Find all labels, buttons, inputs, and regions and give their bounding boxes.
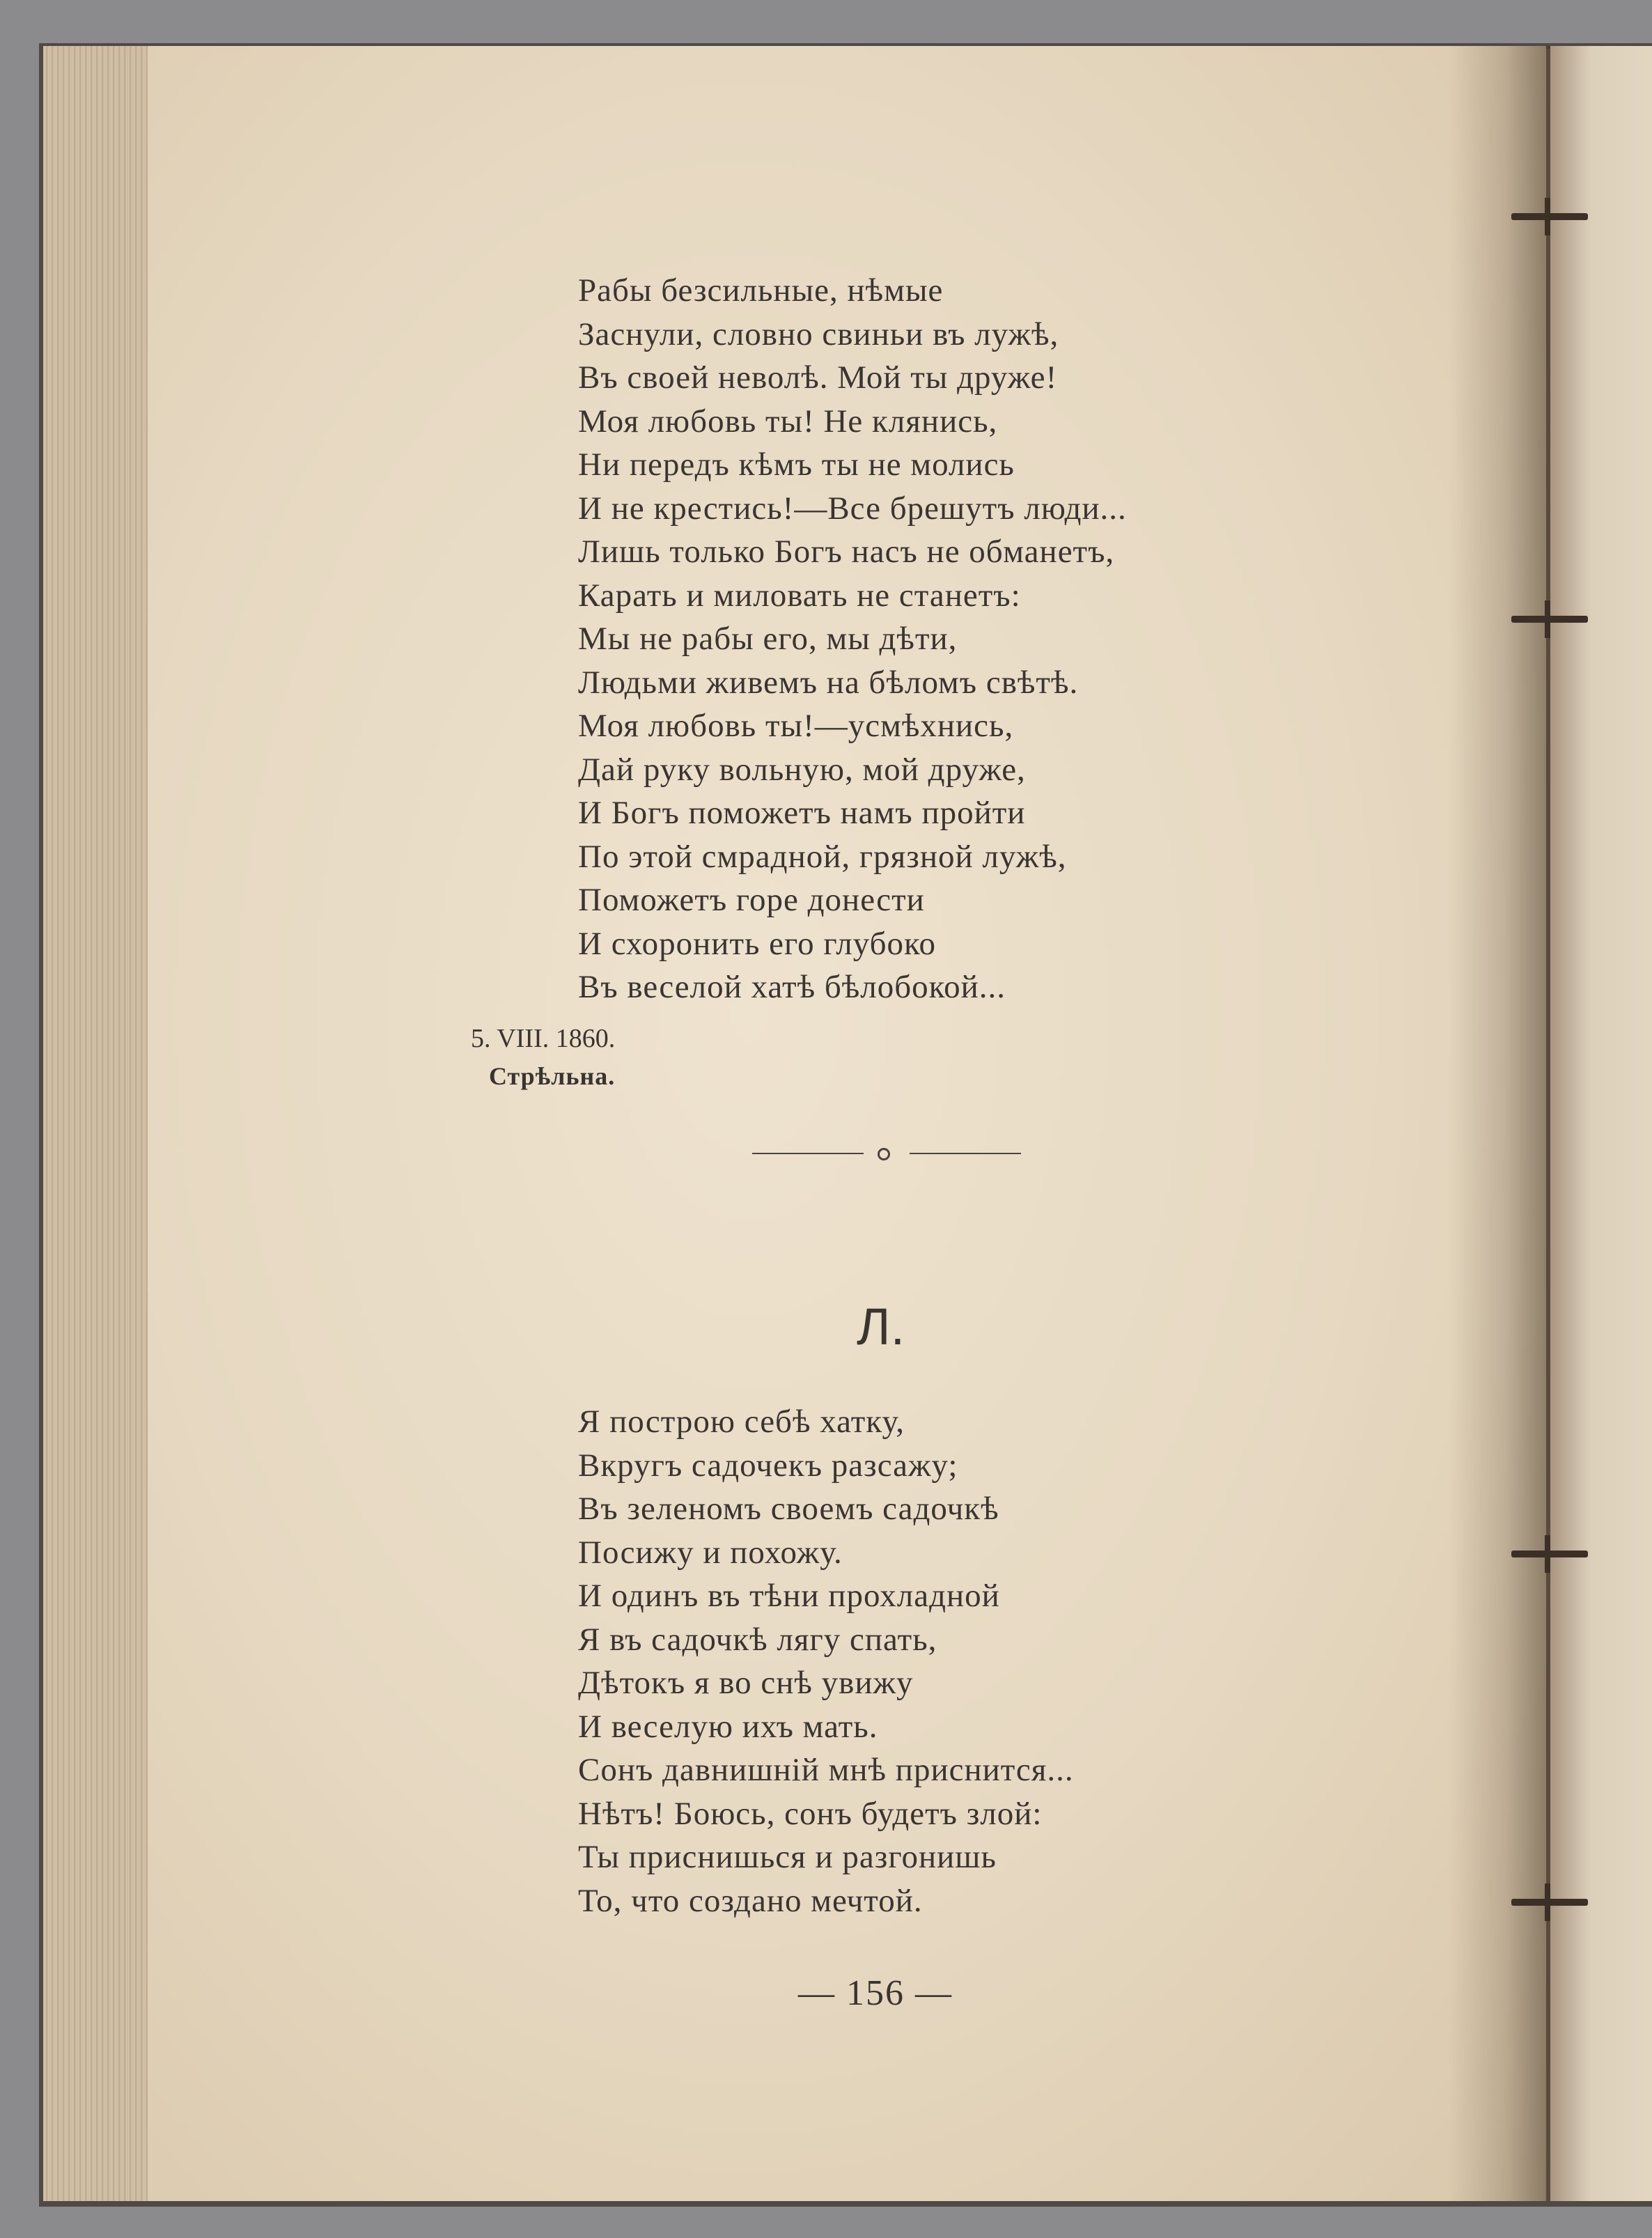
poem-line: Посижу и похожу. xyxy=(578,1534,843,1571)
poem-line: Въ своей неволѣ. Мой ты друже! xyxy=(578,359,1058,396)
poem-line: Я построю себѣ хатку, xyxy=(578,1404,905,1440)
poem-line: Лишь только Богъ насъ не обманетъ, xyxy=(578,534,1115,570)
poem-line: И схоронить его глубоко xyxy=(578,925,936,962)
poem-line: Моя любовь ты! Не клянись, xyxy=(578,403,998,440)
binding-stitch xyxy=(1511,1551,1588,1557)
poem-line: Заснули, словно свиньи въ лужѣ, xyxy=(578,316,1059,352)
poem-line: Поможетъ горе донести xyxy=(578,882,925,918)
poem-line: И веселую ихъ мать. xyxy=(578,1708,878,1745)
page-number: — 156 — xyxy=(798,1973,953,2013)
section-divider xyxy=(752,1145,1021,1162)
poem-line: Вкругъ садочекъ разсажу; xyxy=(578,1447,958,1484)
facing-page-edge xyxy=(1550,46,1652,2201)
binding-stitch xyxy=(1511,213,1588,220)
poem-line: Карать и миловать не станетъ: xyxy=(578,577,1021,614)
divider-ornament-icon xyxy=(878,1148,890,1160)
poem-line: Мы не рабы его, мы дѣти, xyxy=(578,621,958,657)
poem-stanza-2 xyxy=(578,1400,1074,1922)
poem-line: И не крестись!—Все брешутъ люди... xyxy=(578,490,1127,527)
poem-line: Нѣтъ! Боюсь, сонъ будетъ злой: xyxy=(578,1795,1043,1832)
binding-stitch xyxy=(1511,616,1588,623)
poem-line: Сонъ давнишній мнѣ приснится... xyxy=(578,1752,1074,1788)
binding-stitch xyxy=(1511,1899,1588,1906)
poem-place: Стрѣльна. xyxy=(489,1062,616,1090)
poem-line: И Богъ поможетъ намъ пройти xyxy=(578,795,1026,831)
poem-line: Въ зеленомъ своемъ садочкѣ xyxy=(578,1491,999,1527)
poem-line: Людьми живемъ на бѣломъ свѣтѣ. xyxy=(578,664,1079,701)
poem-line: То, что создано мечтой. xyxy=(578,1882,923,1919)
poem-date: 5. VIII. 1860. xyxy=(471,1024,616,1053)
poem-stanza-1 xyxy=(578,269,1127,1009)
poem-line: И одинъ въ тѣни прохладной xyxy=(578,1578,1000,1614)
poem-line: По этой смрадной, грязной лужѣ, xyxy=(578,838,1067,875)
binding-gutter xyxy=(1449,46,1553,2201)
divider-rule-left xyxy=(752,1153,864,1154)
poem-line: Рабы безсильные, нѣмые xyxy=(578,272,944,309)
poem-heading: Л. xyxy=(857,1298,905,1355)
divider-rule-right xyxy=(910,1153,1021,1154)
poem-line: Я въ садочкѣ лягу спать, xyxy=(578,1621,937,1658)
poem-line: Ни передъ кѣмъ ты не молись xyxy=(578,446,1015,483)
poem-line: Ты приснишься и разгонишь xyxy=(578,1839,997,1875)
poem-line: Въ веселой хатѣ бѣлобокой... xyxy=(578,969,1006,1005)
page-edges xyxy=(43,46,148,2201)
poem-line: Дай руку вольную, мой друже, xyxy=(578,751,1026,788)
poem-line: Дѣтокъ я во снѣ увижу xyxy=(578,1665,914,1701)
poem-line: Моя любовь ты!—усмѣхнись, xyxy=(578,708,1014,744)
